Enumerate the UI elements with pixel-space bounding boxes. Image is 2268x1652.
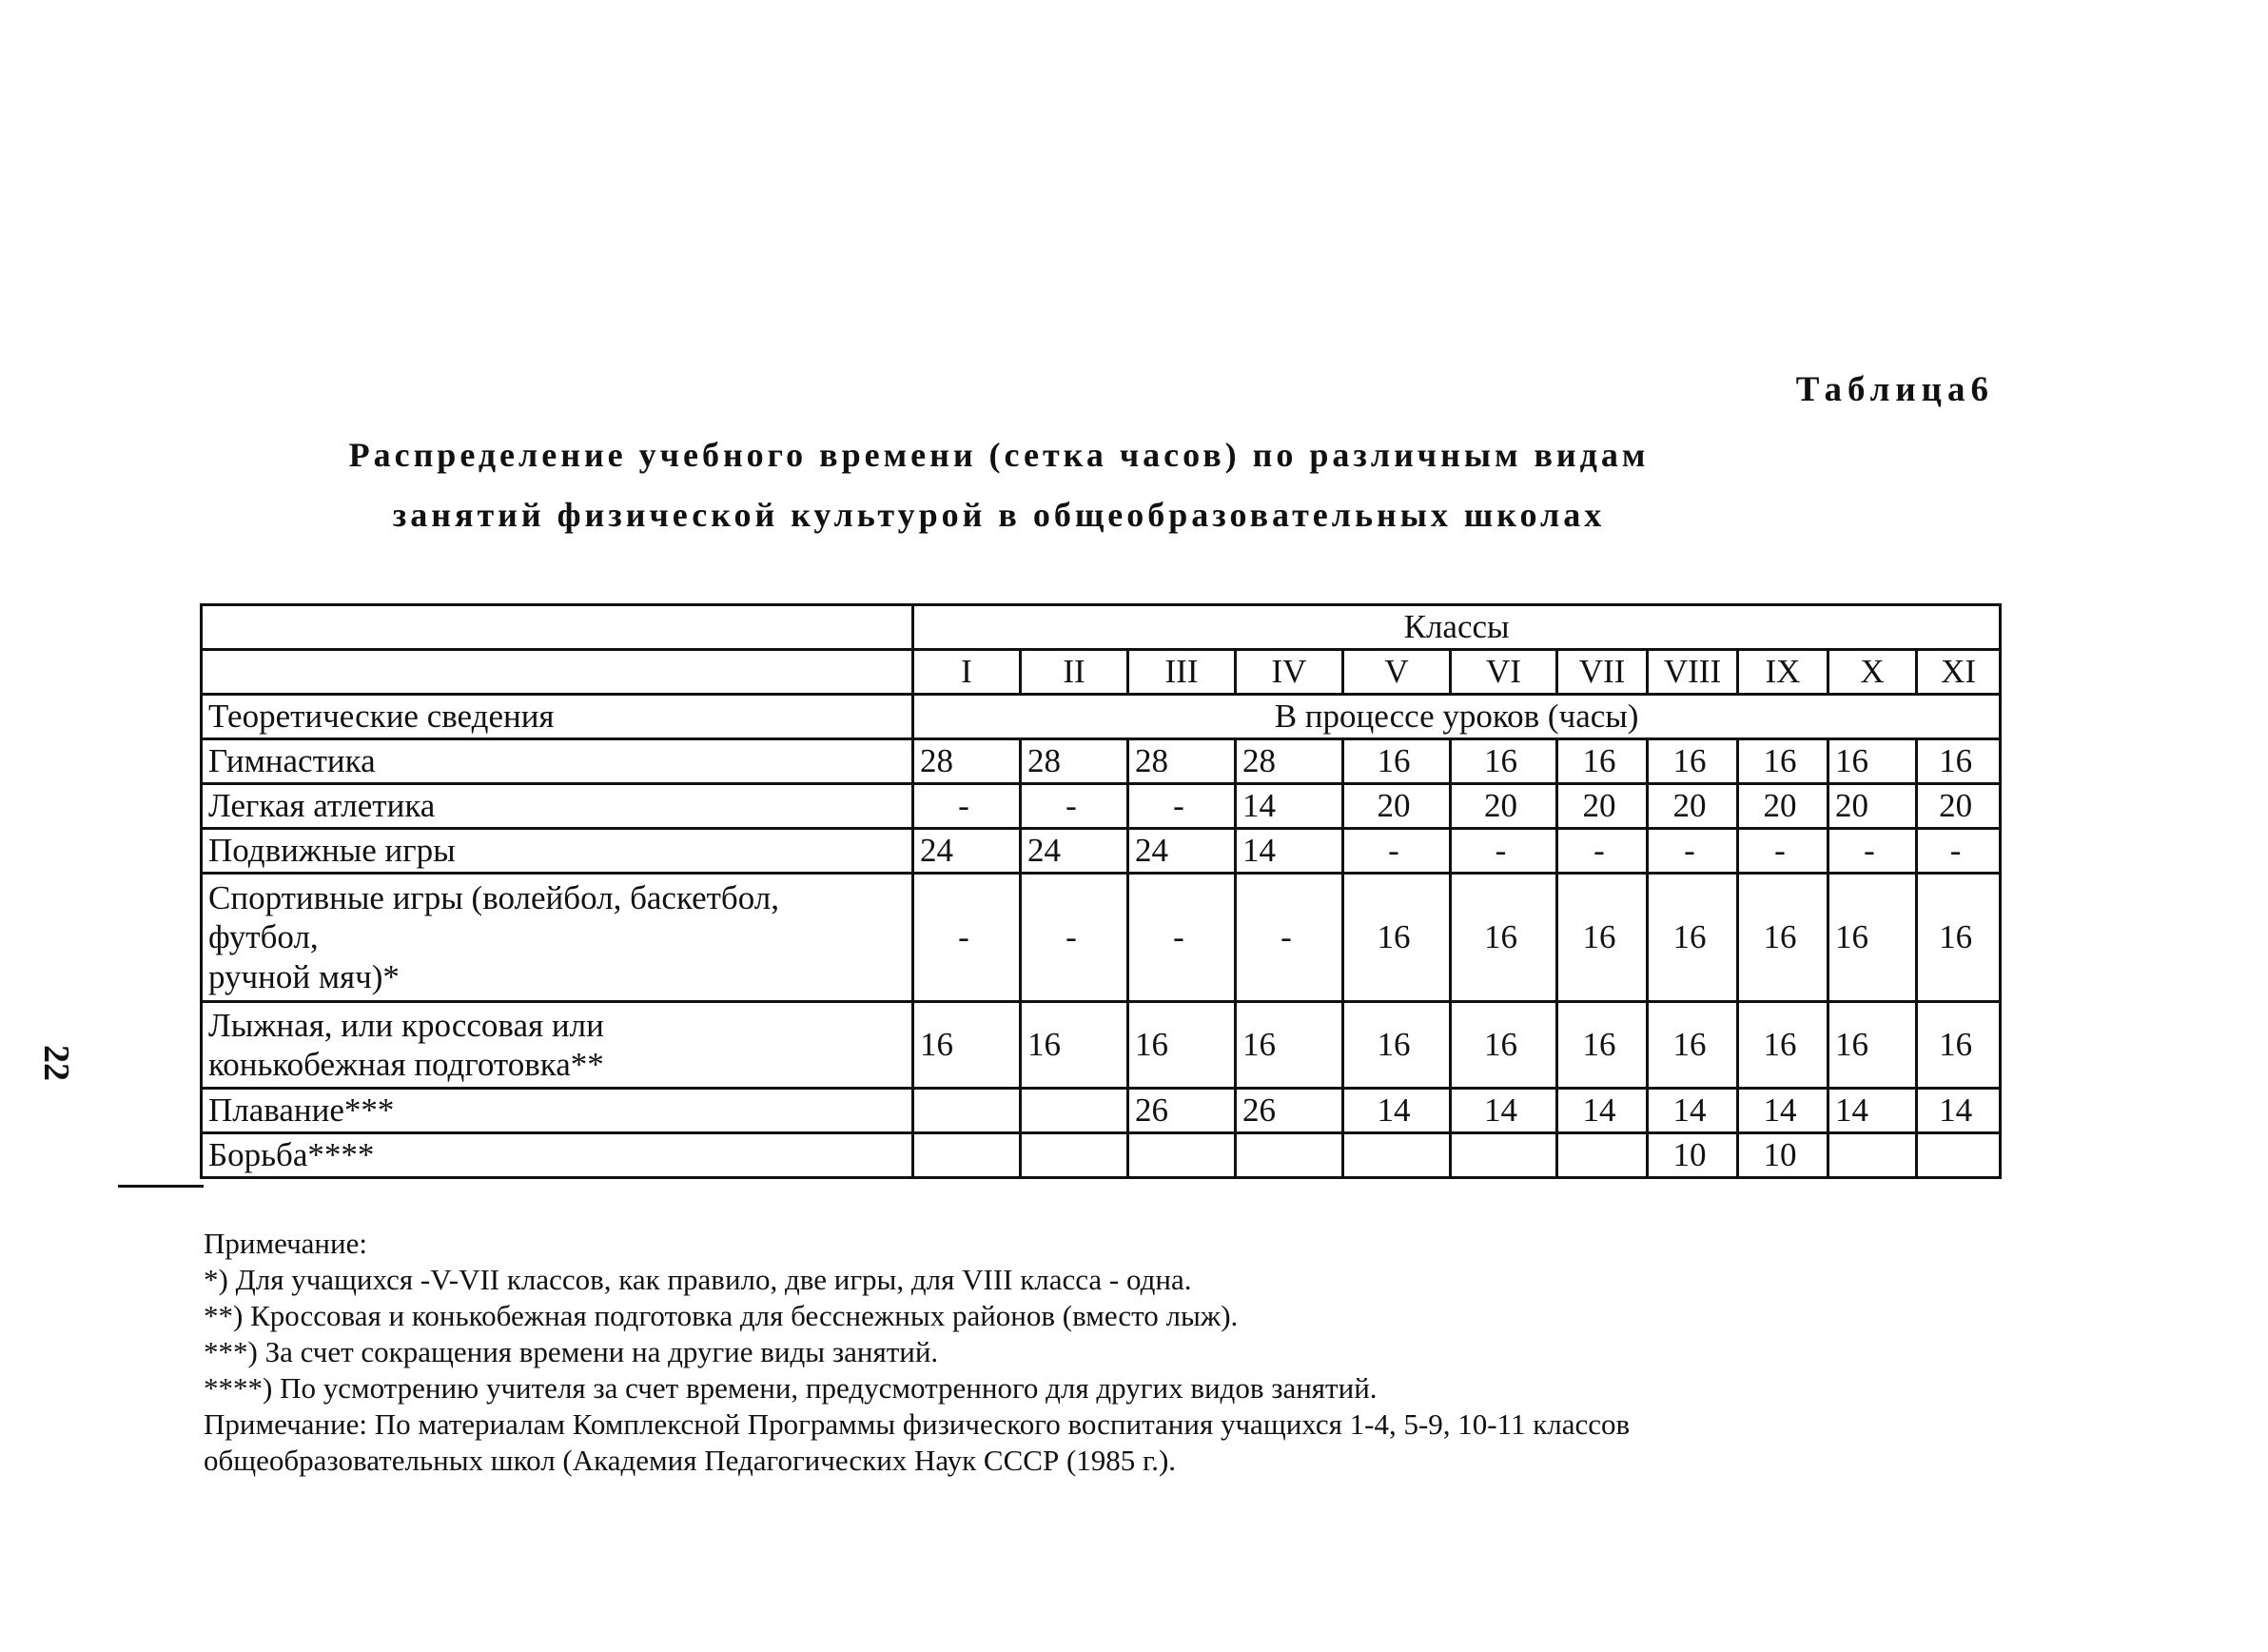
table-cell: 16: [1738, 1002, 1828, 1089]
table-cell: 16: [1236, 1002, 1343, 1089]
table-cell: 16: [1557, 874, 1648, 1002]
row-label-line: конькобежная подготовка**: [208, 1046, 604, 1083]
table-cell: [1128, 1133, 1236, 1178]
row-label: Плавание***: [202, 1089, 913, 1133]
hours-table: [200, 603, 2002, 1179]
class-header: I: [913, 650, 1021, 695]
table-cell: 16: [1917, 874, 2001, 1002]
empty-header-cell: [202, 650, 913, 695]
table-cell: 16: [1917, 1002, 2001, 1089]
table-cell: 14: [1648, 1089, 1738, 1133]
table-cell: 16: [1128, 1002, 1236, 1089]
empty-header-cell: [202, 605, 913, 650]
row-label: [202, 874, 913, 1002]
table-cell: 24: [1128, 829, 1236, 874]
table-cell: 16: [1648, 739, 1738, 784]
table-cell: -: [1236, 874, 1343, 1002]
table-cell: [1021, 1089, 1128, 1133]
table-cell: [1828, 1133, 1917, 1178]
table-cell: [913, 1133, 1021, 1178]
note-item: ***) За счет сокращения времени на другие виды занятий.: [204, 1335, 939, 1368]
row-label: Теоретические сведения: [202, 695, 913, 739]
table-cell: 14: [1343, 1089, 1451, 1133]
table-cell: 20: [1451, 784, 1557, 829]
row-label-line: Спортивные игры (волейбол, баскетбол,: [208, 879, 779, 917]
table-cell: [1021, 1133, 1128, 1178]
table-cell: -: [1917, 829, 2001, 874]
class-header: X: [1828, 650, 1917, 695]
notes-heading: Примечание:: [204, 1227, 367, 1260]
table-cell: 10: [1648, 1133, 1738, 1178]
table-cell: 16: [1557, 739, 1648, 784]
table-cell: 26: [1128, 1089, 1236, 1133]
class-header: IV: [1236, 650, 1343, 695]
table-cell: [1917, 1133, 2001, 1178]
table-title-line-1: Распределение учебного времени (сетка часов) по различным видам: [348, 436, 1650, 474]
margin-rule: [118, 1185, 204, 1188]
table-cell: [913, 1089, 1021, 1133]
table-cell: -: [913, 784, 1021, 829]
theory-value: В процессе уроков (часы): [913, 695, 2001, 739]
classes-header: Классы: [913, 605, 2001, 650]
table-cell: -: [1343, 829, 1451, 874]
table-cell: 28: [1236, 739, 1343, 784]
table-cell: [1557, 1133, 1648, 1178]
table-cell: -: [1828, 829, 1917, 874]
table-cell: -: [1557, 829, 1648, 874]
table-cell: 16: [1738, 739, 1828, 784]
table-cell: -: [1648, 829, 1738, 874]
table-cell: 16: [1451, 1002, 1557, 1089]
table-cell: 16: [1828, 1002, 1917, 1089]
row-label: Борьба****: [202, 1133, 913, 1178]
table-cell: -: [1451, 829, 1557, 874]
table-cell: 16: [1021, 1002, 1128, 1089]
table-cell: 14: [1236, 829, 1343, 874]
source-note-line: Примечание: По материалам Комплексной Программы физического воспитания учащихся 1-4, 5-9, 10-11 классов: [204, 1407, 1631, 1441]
class-header: XI: [1917, 650, 2001, 695]
table-row: [202, 1002, 2001, 1089]
notes-block: [204, 1226, 2011, 1479]
table-cell: -: [1128, 874, 1236, 1002]
class-numbers-row: [202, 650, 2001, 695]
table-row: [202, 784, 2001, 829]
table-cell: [1451, 1133, 1557, 1178]
table-cell: [1343, 1133, 1451, 1178]
table-cell: 16: [1343, 874, 1451, 1002]
table-cell: 16: [1557, 1002, 1648, 1089]
class-header: VI: [1451, 650, 1557, 695]
table-cell: 14: [1828, 1089, 1917, 1133]
table-title-line-2: занятий физической культурой в общеобразовательных школах: [392, 496, 1606, 534]
table-cell: 14: [1236, 784, 1343, 829]
table-cell: -: [913, 874, 1021, 1002]
source-note-line: общеобразовательных школ (Академия Педагогических Наук СССР (1985 г.).: [204, 1444, 1177, 1477]
row-label: Подвижные игры: [202, 829, 913, 874]
table-cell: 16: [913, 1002, 1021, 1089]
table-cell: 28: [1128, 739, 1236, 784]
table-cell: 16: [1451, 874, 1557, 1002]
class-header: V: [1343, 650, 1451, 695]
table-cell: 16: [1917, 739, 2001, 784]
row-label-line: Лыжная, или кроссовая или: [208, 1006, 604, 1044]
table-row: [202, 1089, 2001, 1133]
table-cell: 20: [1917, 784, 2001, 829]
table-row: [202, 829, 2001, 874]
table-cell: -: [1128, 784, 1236, 829]
group-header-row: [202, 605, 2001, 650]
note-item: ****) По усмотрению учителя за счет времени, предусмотренного для других видов занятий.: [204, 1371, 1378, 1405]
row-label-line: ручной мяч)*: [208, 957, 400, 995]
row-label: [202, 1002, 913, 1089]
table-cell: 14: [1557, 1089, 1648, 1133]
class-header: III: [1128, 650, 1236, 695]
table-cell: [1236, 1133, 1343, 1178]
table-cell: 24: [913, 829, 1021, 874]
table-cell: 16: [1343, 739, 1451, 784]
table-cell: 26: [1236, 1089, 1343, 1133]
note-item: *) Для учащихся -V-VII классов, как правило, две игры, для VIII класса - одна.: [204, 1263, 1192, 1296]
table-cell: 14: [1738, 1089, 1828, 1133]
class-header: VII: [1557, 650, 1648, 695]
row-label: Легкая атлетика: [202, 784, 913, 829]
class-header: VIII: [1648, 650, 1738, 695]
table-cell: 28: [1021, 739, 1128, 784]
table-cell: 20: [1648, 784, 1738, 829]
table-cell: -: [1738, 829, 1828, 874]
row-label: Гимнастика: [202, 739, 913, 784]
table-cell: -: [1021, 784, 1128, 829]
table-cell: 20: [1828, 784, 1917, 829]
table-cell: 16: [1828, 739, 1917, 784]
table-cell: 16: [1648, 874, 1738, 1002]
table-cell: 16: [1648, 1002, 1738, 1089]
table-cell: -: [1021, 874, 1128, 1002]
table-cell: 16: [1451, 739, 1557, 784]
table-cell: 24: [1021, 829, 1128, 874]
class-header: II: [1021, 650, 1128, 695]
note-item: **) Кроссовая и конькобежная подготовка для бесснежных районов (вместо лыж).: [204, 1299, 1239, 1332]
table-row: [202, 695, 2001, 739]
table-row: [202, 874, 2001, 1002]
table-cell: 14: [1917, 1089, 2001, 1133]
table-cell: 20: [1557, 784, 1648, 829]
class-header: IX: [1738, 650, 1828, 695]
table-cell: 16: [1828, 874, 1917, 1002]
table-row: [202, 739, 2001, 784]
table-cell: 20: [1738, 784, 1828, 829]
page-number: 22: [36, 1045, 76, 1081]
table-cell: 10: [1738, 1133, 1828, 1178]
row-label-line: футбол,: [208, 918, 319, 956]
table-cell: 16: [1738, 874, 1828, 1002]
table-cell: 28: [913, 739, 1021, 784]
table-cell: 14: [1451, 1089, 1557, 1133]
table-cell: 16: [1343, 1002, 1451, 1089]
table-cell: 20: [1343, 784, 1451, 829]
table-row: [202, 1133, 2001, 1178]
table-label: Таблица6: [1795, 370, 1994, 409]
